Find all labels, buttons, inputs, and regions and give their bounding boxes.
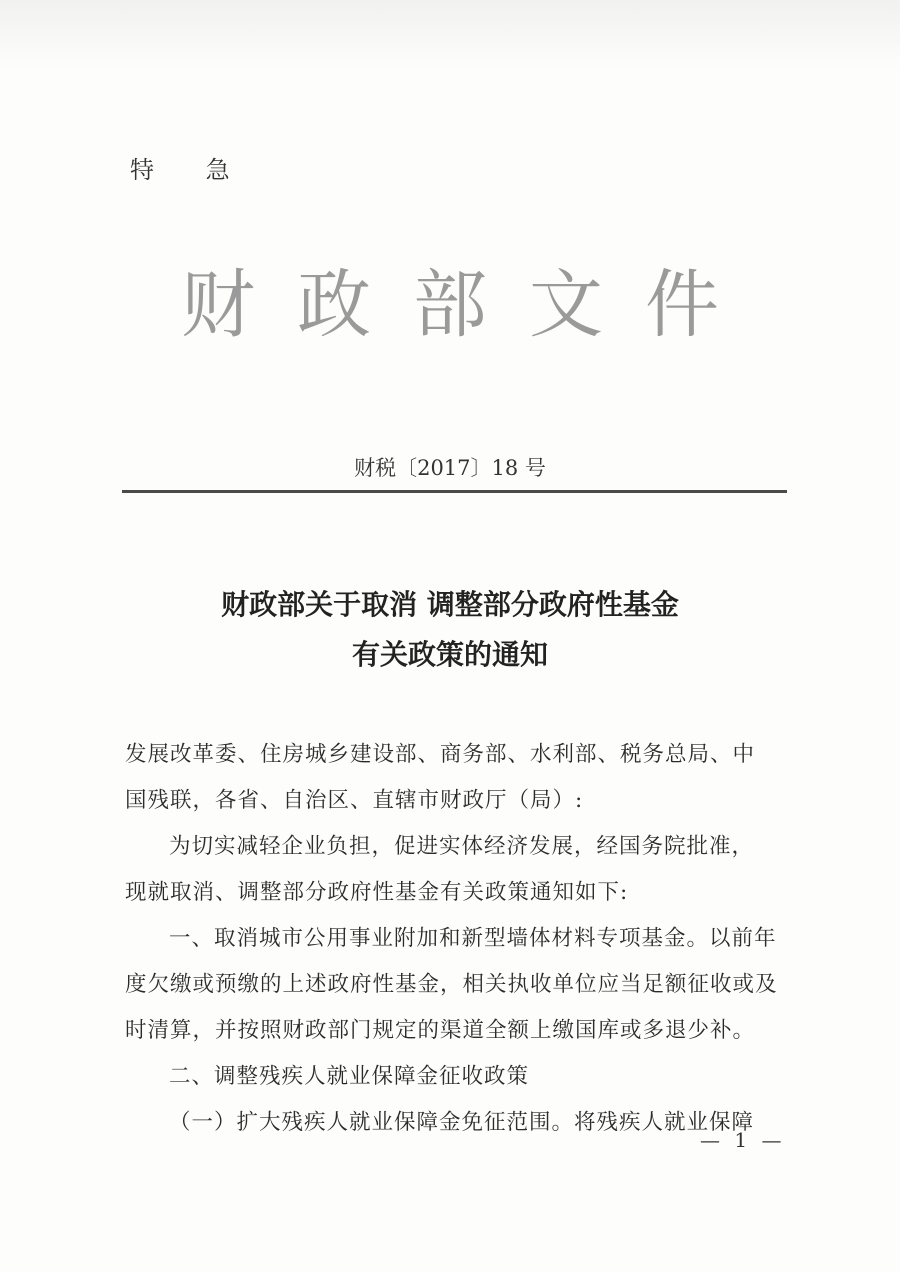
document-body — [125, 732, 805, 1146]
document-title — [100, 580, 800, 680]
title-line-1: 财政部关于取消 调整部分政府性基金 — [221, 588, 679, 621]
urgency-label: 特 急 — [130, 156, 252, 184]
body-line: 为切实减轻企业负担，促进实体经济发展，经国务院批准， — [169, 834, 755, 859]
body-line: 时清算，并按照财政部门规定的渠道全额上缴国库或多退少补。 — [125, 1018, 756, 1043]
issuer-heading: 财政部文件 — [181, 262, 761, 348]
body-line: 国残联，各省、自治区、直辖市财政厅（局）: — [125, 788, 584, 813]
body-line: 发展改革委、住房城乡建设部、商务部、水利部、税务总局、中 — [125, 742, 756, 767]
body-line: 现就取消、调整部分政府性基金有关政策通知如下: — [125, 880, 629, 905]
scan-shadow — [0, 0, 900, 70]
body-line: （一）扩大残疾人就业保障金免征范围。将残疾人就业保障 — [169, 1110, 755, 1135]
document-number: 财税〔2017〕18 号 — [354, 456, 546, 480]
title-line-2: 有关政策的通知 — [351, 638, 548, 671]
header-divider — [122, 490, 787, 493]
body-line: 二、调整残疾人就业保障金征收政策 — [169, 1064, 530, 1089]
body-line: 一、取消城市公用事业附加和新型墙体材料专项基金。以前年 — [169, 926, 777, 951]
body-line: 度欠缴或预缴的上述政府性基金，相关执收单位应当足额征收或及 — [125, 972, 778, 997]
page-number: — 1 — — [700, 1128, 786, 1152]
